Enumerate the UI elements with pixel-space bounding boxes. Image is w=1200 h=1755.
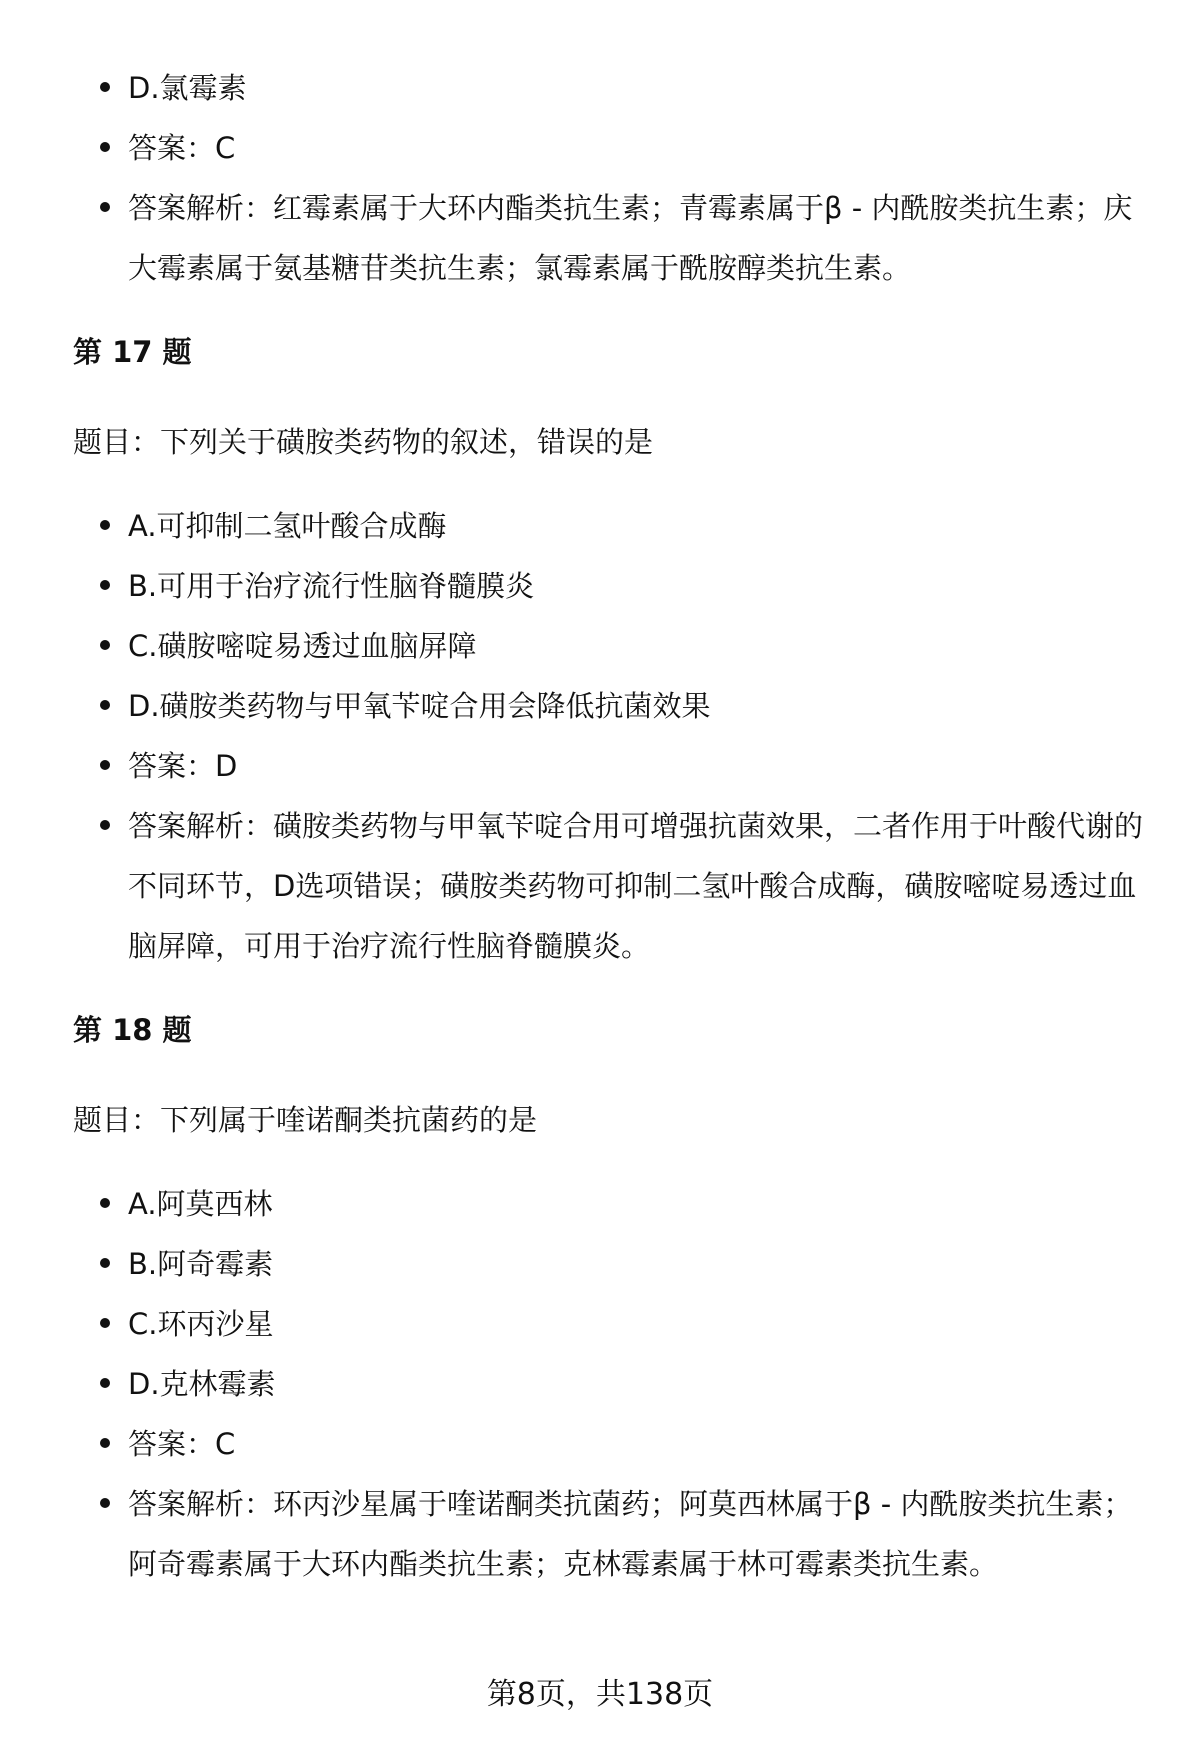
- q16-explanation: 答案解析：红霉素属于大环内酯类抗生素；青霉素属于β - 内酰胺类抗生素；庆大霉素属于氨基糖苷类抗生素；氯霉素属于酰胺醇类抗生素。: [73, 178, 1153, 298]
- q16-option-list: [73, 58, 1153, 298]
- q17-option-a: A.可抑制二氢叶酸合成酶: [73, 496, 1153, 556]
- q18-option-d: D.克林霉素: [73, 1354, 1153, 1414]
- q17-stem: 题目：下列关于磺胺类药物的叙述，错误的是: [73, 425, 654, 459]
- q17-explanation: 答案解析：磺胺类药物与甲氧苄啶合用可增强抗菌效果，二者作用于叶酸代谢的不同环节，D选项错误；磺胺类药物可抑制二氢叶酸合成酶，磺胺嘧啶易透过血脑屏障，可用于治疗流行性脑脊髓膜炎。: [73, 796, 1153, 976]
- q18-stem: 题目：下列属于喹诺酮类抗菌药的是: [73, 1103, 538, 1137]
- document-content: [73, 58, 1153, 1594]
- q18-option-list: [73, 1174, 1153, 1594]
- q18-option-b: B.阿奇霉素: [73, 1234, 1153, 1294]
- q18-answer: 答案：C: [73, 1414, 1153, 1474]
- q17-option-c: C.磺胺嘧啶易透过血脑屏障: [73, 616, 1153, 676]
- q17-option-d: D.磺胺类药物与甲氧苄啶合用会降低抗菌效果: [73, 676, 1153, 736]
- q16-option-d: D.氯霉素: [73, 58, 1153, 118]
- q17-answer: 答案：D: [73, 736, 1153, 796]
- q17-heading: 第 17 题: [73, 335, 192, 369]
- q17-option-b: B.可用于治疗流行性脑脊髓膜炎: [73, 556, 1153, 616]
- page-number-footer: 第8页，共138页: [486, 1677, 714, 1712]
- q17-option-list: [73, 496, 1153, 976]
- q18-option-c: C.环丙沙星: [73, 1294, 1153, 1354]
- q18-explanation: 答案解析：环丙沙星属于喹诺酮类抗菌药；阿莫西林属于β - 内酰胺类抗生素；阿奇霉素属于大环内酯类抗生素；克林霉素属于林可霉素类抗生素。: [73, 1474, 1153, 1594]
- q18-option-a: A.阿莫西林: [73, 1174, 1153, 1234]
- q16-answer: 答案：C: [73, 118, 1153, 178]
- q18-heading: 第 18 题: [73, 1013, 192, 1047]
